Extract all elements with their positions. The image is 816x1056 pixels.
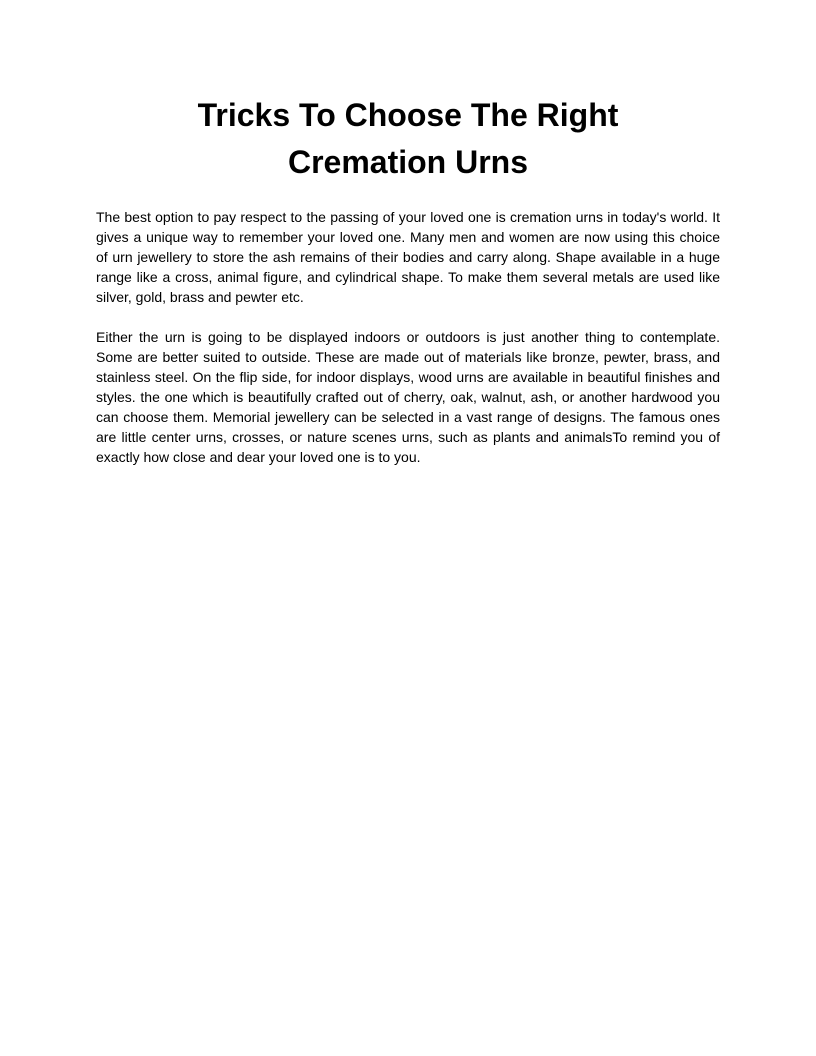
body-paragraph-1: The best option to pay respect to the passing of your loved one is cremation urns in today's world. It gives a unique way to remember your loved one. Many men and women are now using this choice of urn jewellery to store the ash remains of their bodies and carry along. Shape available in a huge range like a cross, animal figure, and cylindrical shape. To make them several metals are used like silver, gold, brass and pewter etc. [96, 209, 720, 305]
document-page [96, 92, 720, 467]
document-title: Tricks To Choose The Right Cremation Urns [197, 97, 619, 180]
body-paragraph-2: Either the urn is going to be displayed indoors or outdoors is just another thing to contemplate. Some are better suited to outside. These are made out of materials like bronze, pewter, brass, and stainless steel. On the flip side, for indoor displays, wood urns are available in beautiful finishes and styles. the one which is beautifully crafted out of cherry, oak, walnut, ash, or another hardwood you can choose them. Memorial jewellery can be selected in a vast range of designs. The famous ones are little center urns, crosses, or nature scenes urns, such as plants and animalsTo remind you of exactly how close and dear your loved one is to you. [96, 329, 720, 465]
